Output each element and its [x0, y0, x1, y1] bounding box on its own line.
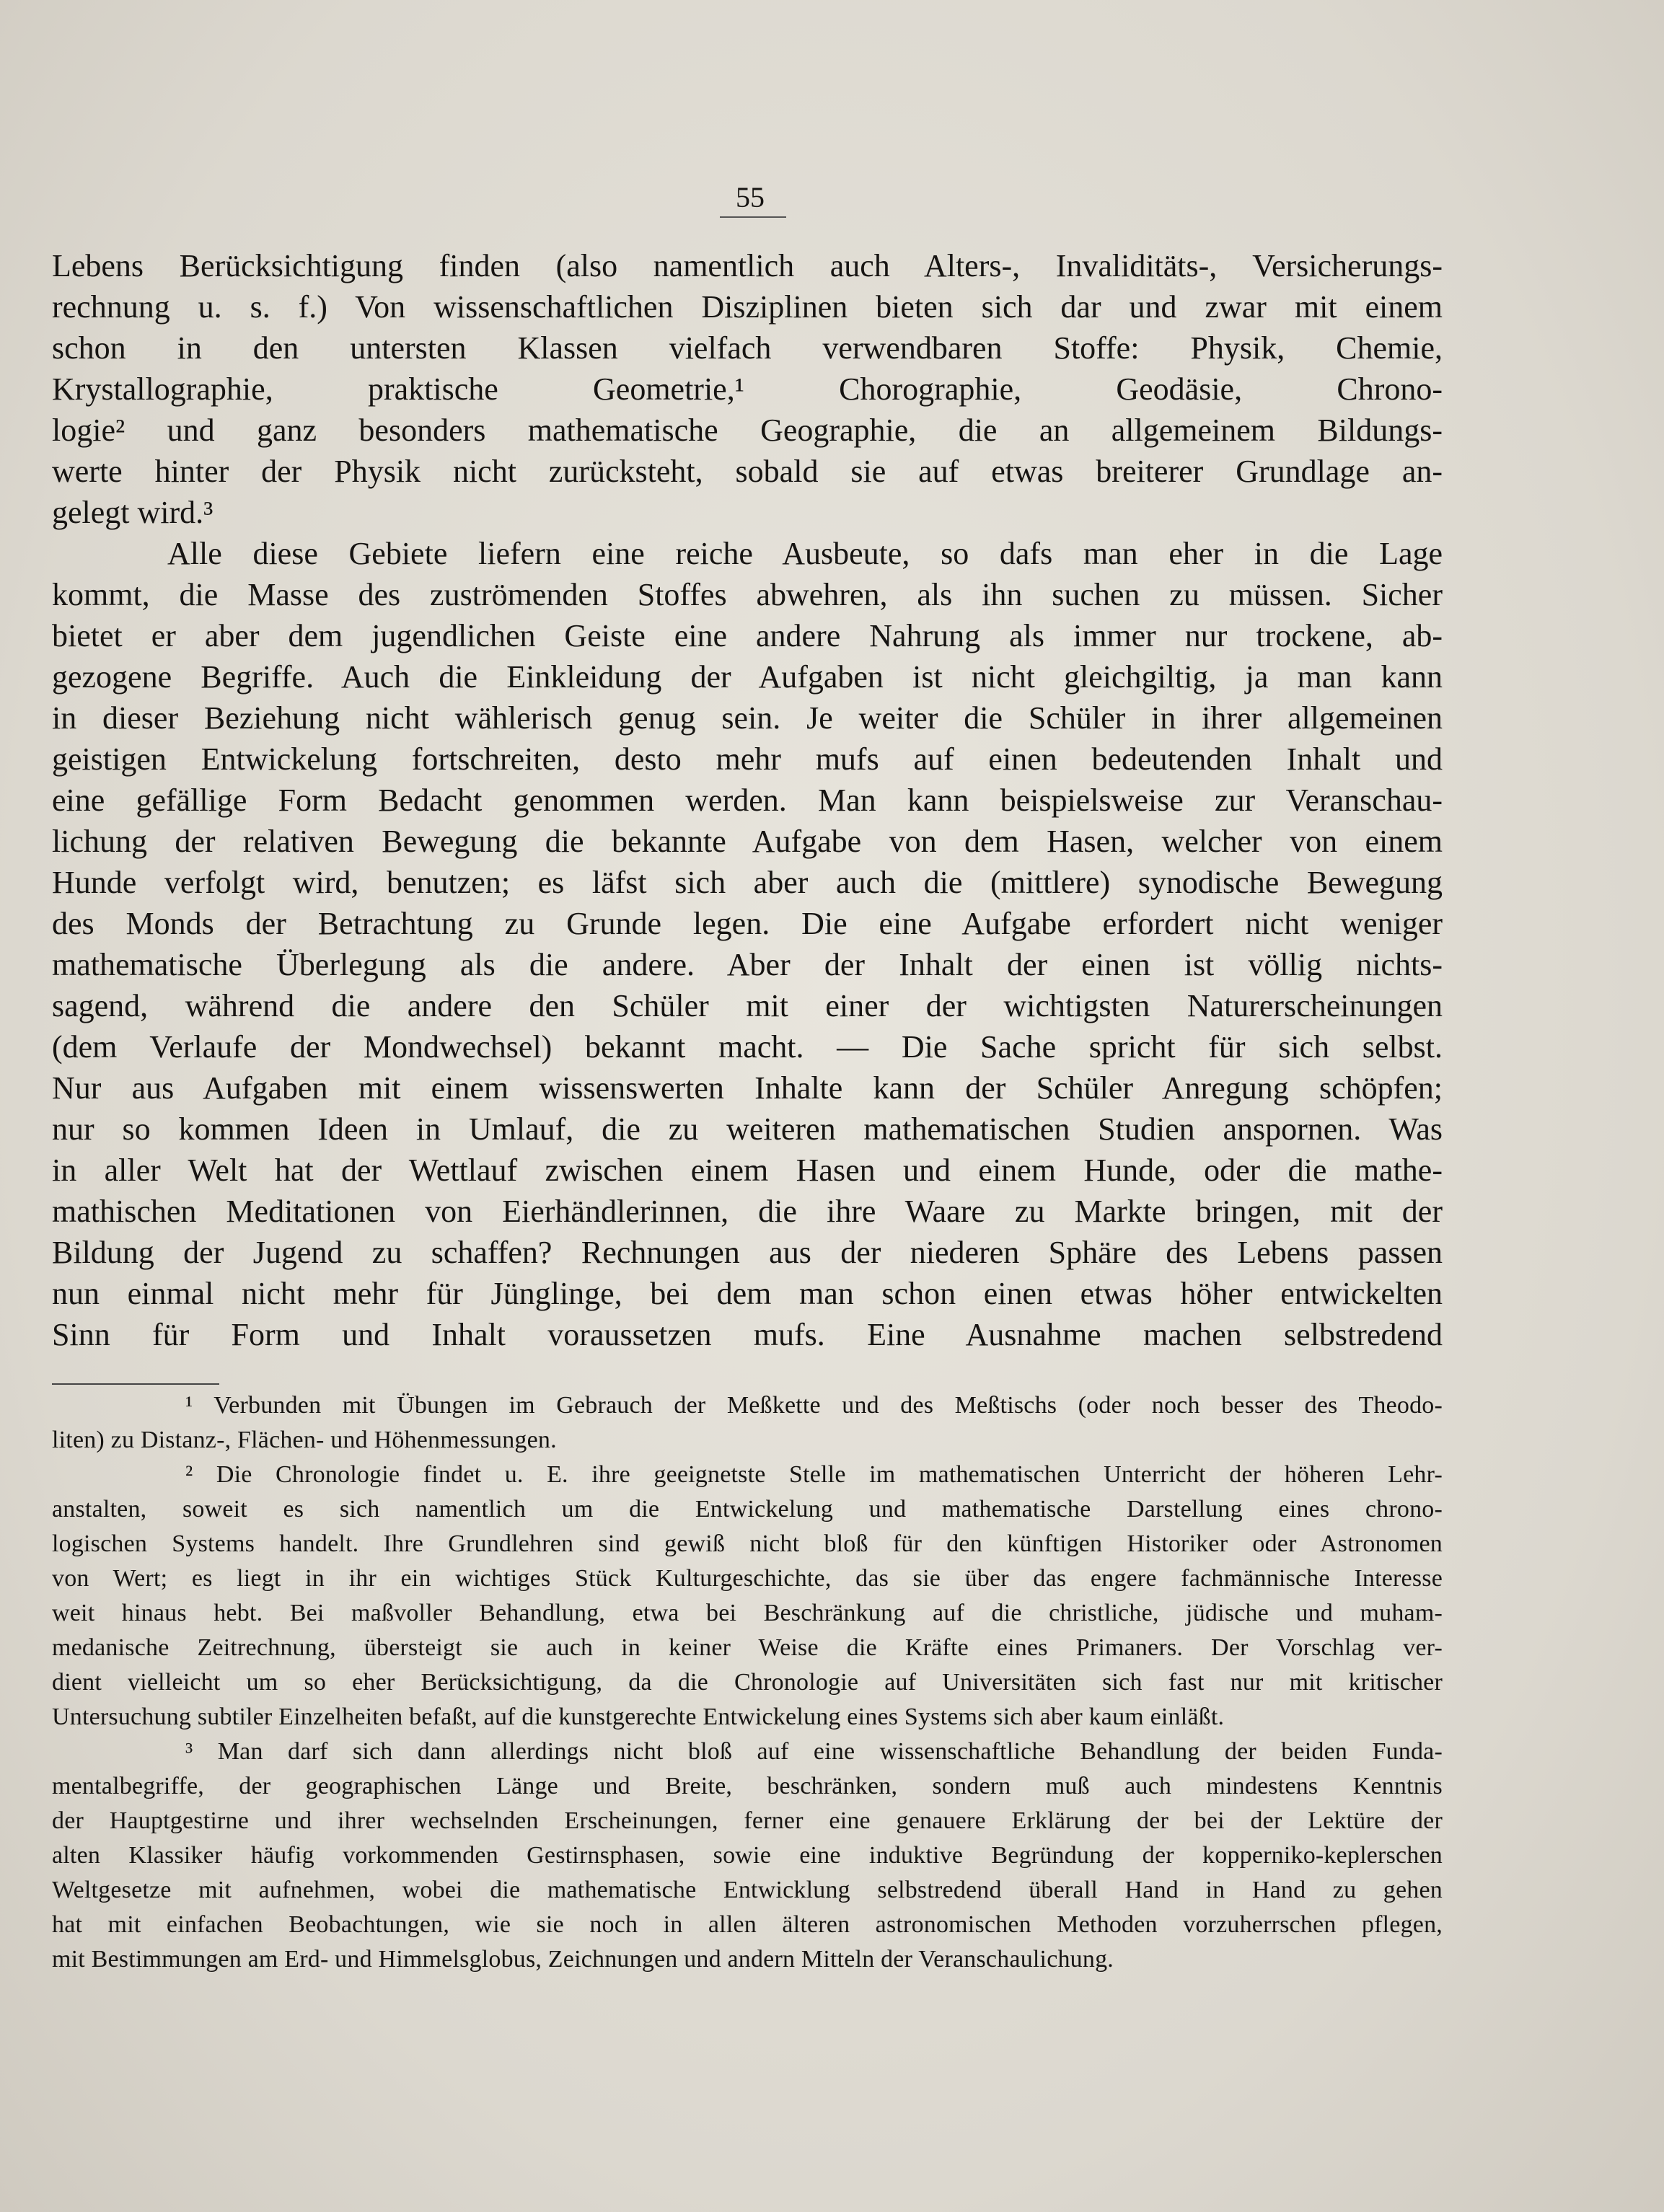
footnote-3-line: ³ Man darf sich dann allerdings nicht bloß auf eine wissenschaftliche Behandlung der beiden Funda- [185, 1738, 1443, 1765]
footnote-2-line: Untersuchung subtiler Einzelheiten befaßt, auf die kunstgerechte Entwickelung eines Systems sich aber kaum einläßt. [52, 1704, 1225, 1730]
body-line: sagend, während die andere den Schüler mit einer der wichtigsten Naturerscheinungen [52, 988, 1443, 1023]
body-line: in dieser Beziehung nicht wählerisch genug sein. Je weiter die Schüler in ihrer allgemeinen [52, 700, 1443, 736]
body-line: eine gefällige Form Bedacht genommen werden. Man kann beispielsweise zur Veranschau- [52, 783, 1443, 818]
footnote-separator [52, 1383, 219, 1385]
footnote-2-line: dient vielleicht um so eher Berücksichtigung, da die Chronologie auf Universitäten sich fast nur mit kritischer [52, 1669, 1443, 1696]
footnote-3-line: mentalbegriffe, der geographischen Länge und Breite, beschränken, sondern muß auch mindestens Kenntnis [52, 1773, 1443, 1799]
footnote-2-line: ² Die Chronologie findet u. E. ihre geeignetste Stelle im mathematischen Unterricht der höheren Lehr- [185, 1461, 1443, 1488]
footnote-2-line: von Wert; es liegt in ihr ein wichtiges Stück Kulturgeschichte, das sie über das engere fachmännische Interesse [52, 1565, 1443, 1592]
page-number-rule [720, 216, 786, 218]
footnote-2-line: medanische Zeitrechnung, übersteigt sie auch in keiner Weise die Kräfte eines Primaners. Der Vorschlag ver- [52, 1634, 1443, 1661]
body-line: rechnung u. s. f.) Von wissenschaftlichen Disziplinen bieten sich dar und zwar mit einem [52, 289, 1443, 325]
body-line: mathischen Meditationen von Eierhändlerinnen, die ihre Waare zu Markte bringen, mit der [52, 1194, 1443, 1229]
body-line: logie² und ganz besonders mathematische Geographie, die an allgemeinem Bildungs- [52, 413, 1443, 448]
body-line: geistigen Entwickelung fortschreiten, desto mehr mufs auf einen bedeutenden Inhalt und [52, 741, 1443, 777]
body-line: gelegt wird.³ [52, 495, 213, 530]
footnote-3-line: mit Bestimmungen am Erd- und Himmelsglobus, Zeichnungen und andern Mitteln der Veranschaulichung. [52, 1946, 1114, 1973]
page-number: 55 [736, 181, 765, 213]
body-line: schon in den untersten Klassen vielfach verwendbaren Stoffe: Physik, Chemie, [52, 330, 1443, 366]
body-text [52, 245, 1443, 1355]
body-line: nun einmal nicht mehr für Jünglinge, bei dem man schon einen etwas höher entwickelten [52, 1276, 1443, 1311]
footnote-3-line: hat mit einfachen Beobachtungen, wie sie noch in allen älteren astronomischen Methoden vorzuherrschen pflegen, [52, 1911, 1443, 1938]
body-line: Bildung der Jugend zu schaffen? Rechnungen aus der niederen Sphäre des Lebens passen [52, 1235, 1443, 1270]
footnotes [52, 1388, 1443, 1977]
body-line: kommt, die Masse des zuströmenden Stoffes abwehren, als ihn suchen zu müssen. Sicher [52, 577, 1443, 612]
body-line: in aller Welt hat der Wettlauf zwischen einem Hasen und einem Hunde, oder die mathe- [52, 1153, 1443, 1188]
body-line: bietet er aber dem jugendlichen Geiste eine andere Nahrung als immer nur trockene, ab- [52, 618, 1443, 653]
body-line: werte hinter der Physik nicht zurücksteht, sobald sie auf etwas breiterer Grundlage an- [52, 454, 1443, 489]
body-line: mathematische Überlegung als die andere. Aber der Inhalt der einen ist völlig nichts- [52, 947, 1443, 982]
footnote-3-line: Weltgesetze mit aufnehmen, wobei die mathematische Entwicklung selbstredend überall Hand in Hand zu gehen [52, 1877, 1443, 1903]
body-line: nur so kommen Ideen in Umlauf, die zu weiteren mathematischen Studien anspornen. Was [52, 1111, 1443, 1147]
body-line: Hunde verfolgt wird, benutzen; es läfst sich aber auch die (mittlere) synodische Bewegung [52, 865, 1443, 900]
body-line: des Monds der Betrachtung zu Grunde legen. Die eine Aufgabe erfordert nicht weniger [52, 906, 1443, 941]
body-line: Sinn für Form und Inhalt voraussetzen mufs. Eine Ausnahme machen selbstredend [52, 1317, 1443, 1352]
footnote-2-line: logischen Systems handelt. Ihre Grundlehren sind gewiß nicht bloß für den künftigen Historiker oder Astronomen [52, 1530, 1443, 1557]
body-line: Krystallographie, praktische Geometrie,¹ Chorographie, Geodäsie, Chrono- [52, 371, 1443, 407]
body-line: (dem Verlaufe der Mondwechsel) bekannt macht. — Die Sache spricht für sich selbst. [52, 1029, 1443, 1065]
footnote-3-line: der Hauptgestirne und ihrer wechselnden Erscheinungen, ferner eine genauere Erklärung der bei der Lektüre der [52, 1807, 1443, 1834]
footnote-2-line: anstalten, soweit es sich namentlich um die Entwickelung und mathematische Darstellung eines chrono- [52, 1496, 1443, 1523]
footnote-2-line: weit hinaus hebt. Bei maßvoller Behandlung, etwa bei Beschränkung auf die christliche, jüdische und muham- [52, 1600, 1443, 1626]
body-line: gezogene Begriffe. Auch die Einkleidung der Aufgaben ist nicht gleichgiltig, ja man kann [52, 659, 1443, 695]
body-line: lichung der relativen Bewegung die bekannte Aufgabe von dem Hasen, welcher von einem [52, 824, 1443, 859]
footnote-3-line: alten Klassiker häufig vorkommenden Gestirnsphasen, sowie eine induktive Begründung der kopperniko-keplerschen [52, 1842, 1443, 1869]
body-line: Lebens Berücksichtigung finden (also namentlich auch Alters-, Invaliditäts-, Versicherungs- [52, 248, 1443, 283]
paragraph-start-line: Alle diese Gebiete liefern eine reiche Ausbeute, so dafs man eher in die Lage [167, 536, 1443, 571]
footnote-1-line: ¹ Verbunden mit Übungen im Gebrauch der Meßkette und des Meßtischs (oder noch besser des Theodo- [185, 1392, 1443, 1419]
footnote-1-line: liten) zu Distanz-, Flächen- und Höhenmessungen. [52, 1427, 557, 1453]
body-line: Nur aus Aufgaben mit einem wissenswerten Inhalte kann der Schüler Anregung schöpfen; [52, 1070, 1443, 1106]
